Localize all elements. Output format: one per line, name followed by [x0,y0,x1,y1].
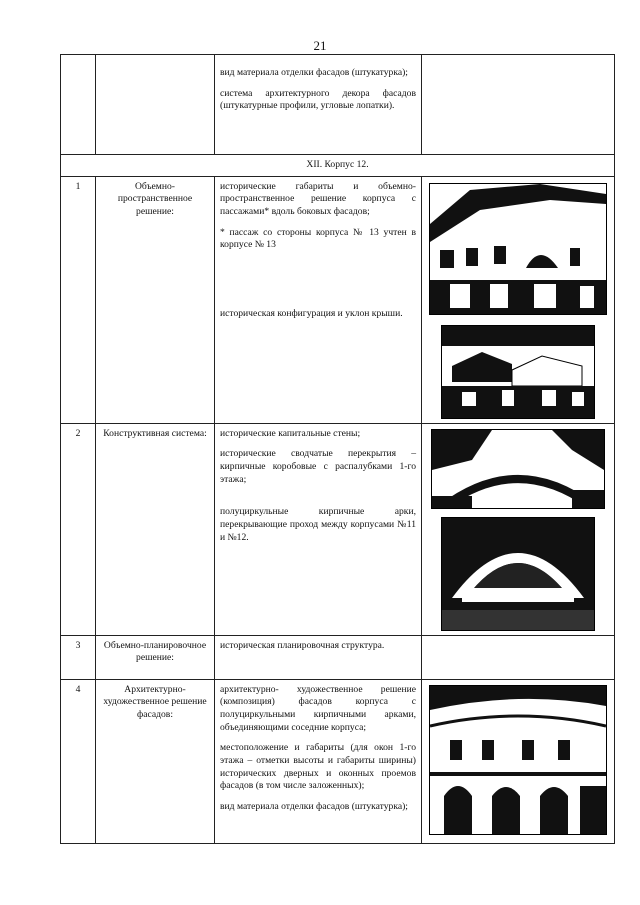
table-row [61,423,615,635]
text-paragraph: полуциркульные кирпичные арки, перекрывающие проход между корпусами №11 и №12. [220,506,416,543]
text-paragraph: историческая планировочная структура. [220,639,385,651]
section-header-row [61,155,615,177]
row-number: 3 [61,635,96,679]
vault-ceiling-photo [431,429,605,509]
row-number-cell [61,55,96,155]
facade-arches-photo [429,685,607,835]
protection-subject-table [60,54,615,844]
table-row [61,176,615,423]
table-row [61,679,615,843]
row-name: Объемно-планировочное решение: [96,635,215,679]
section-title: XII. Корпус 12. [61,155,615,177]
text-paragraph: архитектурно- художественное решение (композиция) фасадов корпуса с полуциркульными кирпичными арками, объединяющими соседние корпуса; [220,683,416,733]
row-text-cell [215,679,422,843]
row-text-cell [215,423,422,635]
arch-photo [441,517,595,631]
text-paragraph: вид материала отделки фасадов (штукатурка); [220,67,408,78]
row-name: Конструктивная система: [96,423,215,635]
text-paragraph: исторические капитальные стены; [220,427,361,439]
table-row [61,635,615,679]
row-image-cell [422,176,615,423]
building-facade-photo [429,183,607,315]
row-name: Объемно-пространственное решение: [96,176,215,423]
page-number: 21 [313,38,327,53]
row-text-cell [215,55,422,155]
row-image-cell [422,635,615,679]
row-number: 2 [61,423,96,635]
row-text-cell [215,176,422,423]
row-number: 4 [61,679,96,843]
row-image-cell [422,423,615,635]
text-paragraph: исторические сводчатые перекрытия – кирпичные коробовые с распалубками 1-го этажа; [220,448,416,485]
text-paragraph: вид материала отделки фасадов (штукатурка); [220,800,408,812]
row-text-cell [215,635,422,679]
row-name: Архитектурно-художественное решение фасадов: [96,679,215,843]
text-paragraph: местоположение и габариты (для окон 1-го этажа – отметки высоты и габариты ширины) исторических дверных и оконных проемов фасадов (в том числе заложенных); [220,742,416,792]
text-paragraph: историческая конфигурация и уклон крыши. [220,307,403,319]
row-number: 1 [61,176,96,423]
row-name-cell [96,55,215,155]
row-image-cell [422,679,615,843]
table-row [61,55,615,155]
text-paragraph: исторические габариты и объемно-пространственное решение корпуса с пассажами* вдоль боковых фасадов; [220,180,416,217]
roof-view-photo [441,325,595,419]
text-paragraph: * пассаж со стороны корпуса № 13 учтен в корпусе № 13 [220,226,416,251]
text-paragraph: система архитектурного декора фасадов (штукатурные профили, угловые лопатки). [220,87,416,112]
row-image-cell [422,55,615,155]
